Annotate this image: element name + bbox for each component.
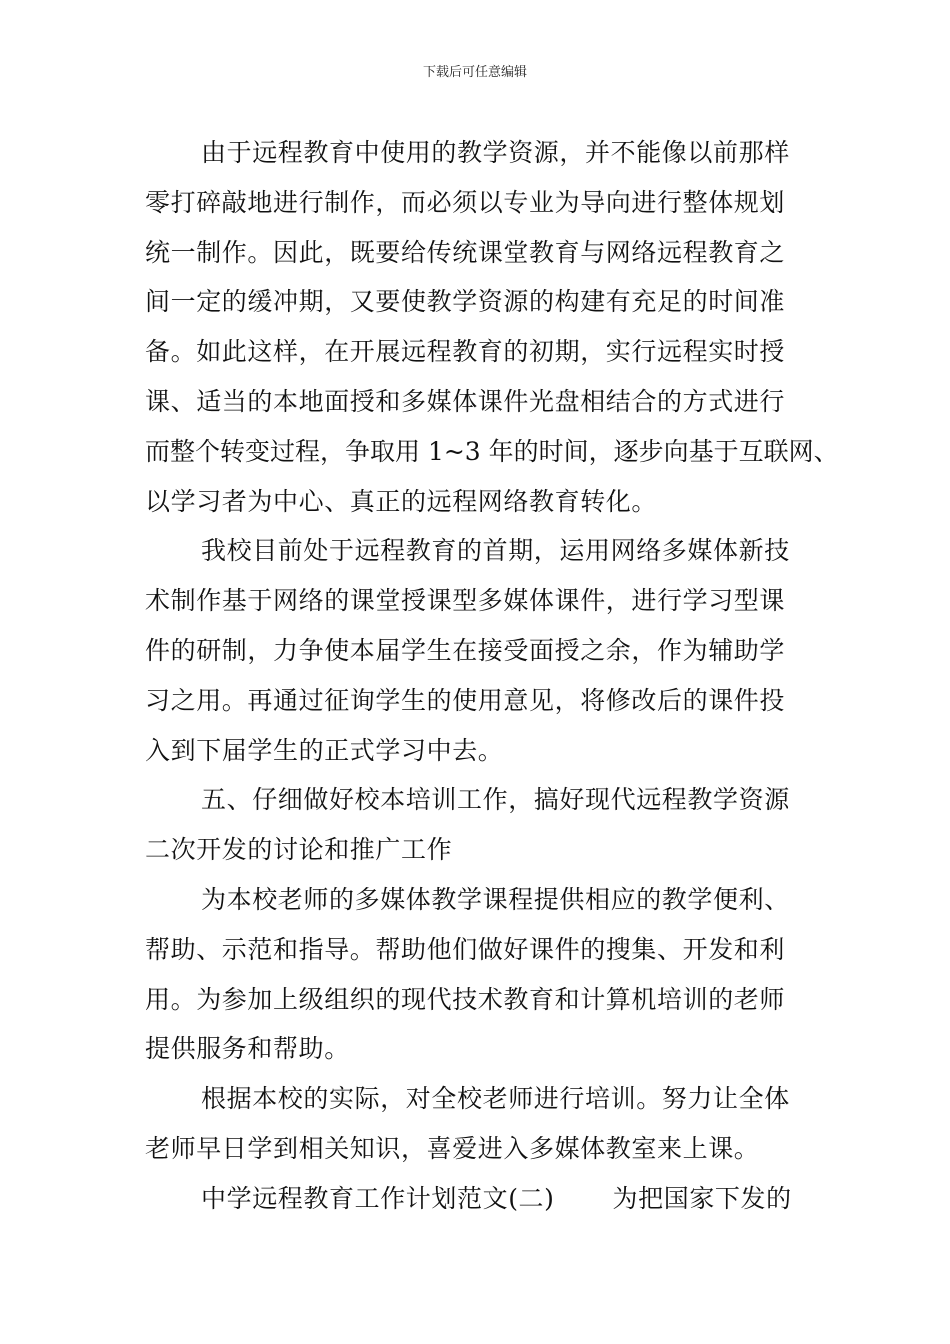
- paragraph-line: 零打碎敲地进行制作，而必须以专业为导向进行整体规划: [145, 187, 786, 217]
- paragraph-line: 入到下届学生的正式学习中去。: [145, 735, 504, 765]
- paragraph-line: 件的研制，力争使本届学生在接受面授之余，作为辅助学: [145, 635, 786, 665]
- paragraph-line: 根据本校的实际，对全校老师进行培训。努力让全体: [201, 1084, 790, 1114]
- paragraph-line: 而整个转变过程，争取用 1~3 年的时间，逐步向基于互联网、: [145, 436, 839, 466]
- paragraph-line: 间一定的缓冲期，又要使教学资源的构建有充足的时间准: [145, 287, 786, 317]
- paragraph: [145, 526, 815, 775]
- paragraph: [145, 1074, 815, 1174]
- document-title: 中学远程教育工作计划范文(二): [201, 1183, 555, 1213]
- paragraph-line: 习之用。再通过征询学生的使用意见，将修改后的课件投: [145, 685, 786, 715]
- paragraph-line: 课、适当的本地面授和多媒体课件光盘相结合的方式进行: [145, 386, 786, 416]
- paragraph: [145, 1174, 815, 1224]
- page-header: 下载后可任意编辑: [422, 65, 527, 80]
- paragraph-line: 帮助、示范和指导。帮助他们做好课件的搜集、开发和利: [145, 934, 786, 964]
- paragraph: [145, 875, 815, 1074]
- document-body: [145, 128, 839, 1224]
- paragraph-line: 由于远程教育中使用的教学资源，并不能像以前那样: [201, 138, 790, 167]
- heading-line: 二次开发的讨论和推广工作: [145, 835, 453, 865]
- paragraph-line: 用。为参加上级组织的现代技术教育和计算机培训的老师: [145, 984, 786, 1014]
- paragraph-line: 术制作基于网络的课堂授课型多媒体课件，进行学习型课: [145, 586, 786, 616]
- section-heading: [145, 775, 815, 875]
- paragraph: [145, 128, 839, 526]
- paragraph-line: 提供服务和帮助。: [145, 1034, 350, 1064]
- paragraph-line: [145, 1174, 815, 1224]
- paragraph-line: 统一制作。因此，既要给传统课堂教育与网络远程教育之: [145, 237, 786, 267]
- heading-line: 五、仔细做好校本培训工作，搞好现代远程教学资源: [201, 785, 790, 815]
- paragraph-line: 老师早日学到相关知识，喜爱进入多媒体教室来上课。: [145, 1133, 760, 1163]
- paragraph-text: 为把国家下发的: [612, 1183, 792, 1213]
- paragraph-line: 备。如此这样，在开展远程教育的初期，实行远程实时授: [145, 337, 786, 367]
- paragraph-line: 为本校老师的多媒体教学课程提供相应的教学便利、: [201, 884, 790, 914]
- paragraph-line: 我校目前处于远程教育的首期，运用网络多媒体新技: [201, 536, 790, 566]
- paragraph-line: 以学习者为中心、真正的远程网络教育转化。: [145, 486, 658, 516]
